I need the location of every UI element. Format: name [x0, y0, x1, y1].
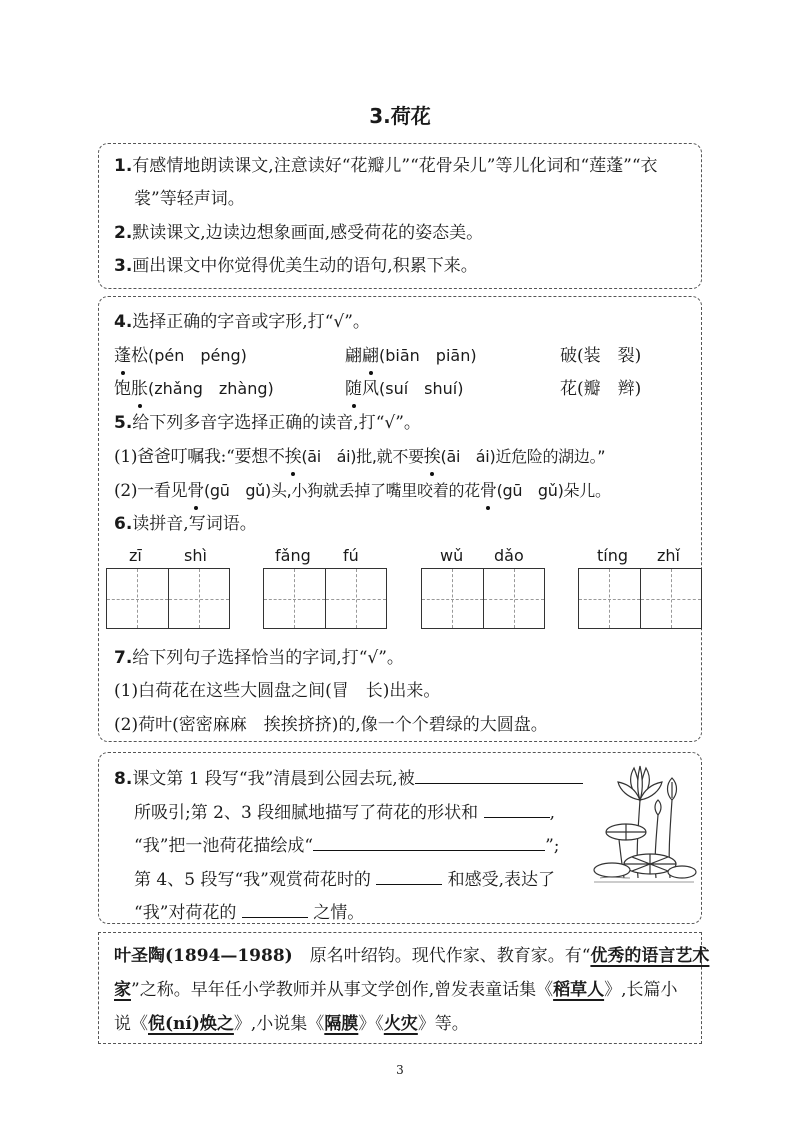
- answer-blank[interactable]: [484, 799, 550, 818]
- answer-blank[interactable]: [242, 899, 308, 918]
- q6-line: [114, 513, 257, 535]
- q5-line: [114, 412, 421, 434]
- q7-number: 7.: [114, 648, 133, 668]
- text: ”;: [545, 836, 560, 856]
- text: 说《: [114, 1014, 148, 1034]
- text: 原名叶绍钧。现代作家、教育家。有“: [292, 946, 591, 966]
- text: 》,长篇小: [604, 980, 678, 1000]
- text: 》等。: [417, 1014, 469, 1034]
- dotted-char: 蓬: [114, 346, 131, 366]
- q8-number: 8.: [114, 769, 133, 789]
- book-title: 火灾: [383, 1014, 418, 1034]
- q1-line2: 裳”等轻声词。: [134, 189, 245, 209]
- q2-line: [114, 222, 483, 244]
- page-number: 3: [396, 1063, 404, 1077]
- text: 第 4、5 段写“我”观赏荷花时的: [134, 870, 371, 890]
- bold-term: 家: [114, 980, 131, 1000]
- text: 所吸引;第 2、3 段细腻地描写了荷花的形状和: [134, 803, 479, 823]
- author-bio-line1: [114, 940, 709, 973]
- q5-sentence-2: [114, 480, 611, 502]
- pinyin-label: tíng: [597, 546, 629, 565]
- q4-item-1: [114, 345, 247, 367]
- options: (biān piān): [379, 346, 477, 365]
- q2-number: 2.: [114, 223, 133, 243]
- q1-line1: [114, 155, 658, 177]
- options: (gū gǔ)朵儿。: [496, 481, 611, 500]
- char: 翩: [345, 346, 362, 366]
- author-bio-line3: [114, 1008, 469, 1041]
- answer-blank[interactable]: [313, 832, 545, 851]
- options: (suí shuí): [379, 379, 464, 398]
- q3-number: 3.: [114, 256, 133, 276]
- writing-grid[interactable]: [263, 568, 387, 629]
- text: 和感受,表达了: [447, 870, 556, 890]
- q3-line: [114, 255, 478, 277]
- q4-item-6: [560, 378, 641, 400]
- options: (瓣 辫): [577, 379, 642, 399]
- bold-term: 优秀的语言艺术: [590, 946, 710, 966]
- q8-line5: [134, 899, 364, 924]
- pinyin-label: dǎo: [494, 546, 524, 565]
- q1-text: 有感情地朗读课文,注意读好“花瓣儿”“花骨朵儿”等儿化词和“莲蓬”“衣: [132, 156, 658, 176]
- dotted-char: 翩: [362, 346, 379, 366]
- author-bio-line2: [114, 974, 678, 1007]
- pinyin-label: shì: [184, 546, 207, 565]
- text: 课文第 1 段写“我”清晨到公园去玩,被: [132, 769, 415, 789]
- q5-number: 5.: [114, 413, 133, 433]
- q1-number: 1.: [114, 156, 133, 176]
- text: 》《: [358, 1014, 384, 1034]
- options: (装 裂): [577, 346, 642, 366]
- text: ”之称。早年任小学教师并从事文学创作,曾发表童话集《: [131, 980, 554, 1000]
- author-name: 叶圣陶(1894—1988): [114, 946, 293, 966]
- options: (āi ái)近危险的湖边。”: [440, 447, 606, 466]
- q8-line3: [134, 832, 560, 857]
- page-title: 3.荷花: [369, 104, 431, 128]
- q6-number: 6.: [114, 514, 133, 534]
- text: 之情。: [313, 903, 365, 923]
- q4-item-2: [345, 345, 477, 367]
- lotus-illustration: [590, 760, 698, 886]
- dotted-char: 挨: [284, 447, 302, 467]
- q7-line: [114, 647, 404, 669]
- answer-blank[interactable]: [415, 765, 583, 784]
- q8-line1: [114, 765, 583, 790]
- pinyin-label: fú: [343, 546, 359, 565]
- options: (pén péng): [148, 346, 247, 365]
- dotted-char: 随: [345, 379, 362, 399]
- q3-text: 画出课文中你觉得优美生动的语句,积累下来。: [132, 256, 478, 276]
- book-title: 倪(ní)焕之: [148, 1014, 234, 1034]
- q4-item-5: [345, 378, 463, 400]
- text: “我”对荷花的: [134, 903, 237, 923]
- q2-text: 默读课文,边读边想象画面,感受荷花的姿态美。: [132, 223, 484, 243]
- pinyin-label: zī: [129, 546, 142, 565]
- q5-text: 给下列多音字选择正确的读音,打“√”。: [132, 413, 421, 433]
- text: “我”把一池荷花描绘成“: [134, 836, 314, 856]
- char: 风: [362, 379, 379, 399]
- q8-line4: [134, 866, 555, 891]
- q7-text: 给下列句子选择恰当的字词,打“√”。: [132, 648, 404, 668]
- text: ,: [549, 803, 555, 823]
- writing-grid[interactable]: [106, 568, 230, 629]
- q6-text: 读拼音,写词语。: [132, 514, 257, 534]
- text: (2)一看见: [114, 481, 188, 501]
- q5-sentence-1: [114, 446, 605, 468]
- pinyin-label: fǎng: [275, 546, 311, 565]
- pinyin-label: wǔ: [440, 546, 464, 565]
- q4-number: 4.: [114, 312, 133, 332]
- dotted-char: 挨: [423, 447, 441, 467]
- text: (1)爸爸叮嘱我:“要想不: [114, 447, 285, 467]
- book-title: 稻草人: [553, 980, 605, 1000]
- book-title: 隔膜: [324, 1014, 359, 1034]
- q4-line: [114, 311, 370, 333]
- dotted-char: 胀: [131, 379, 148, 399]
- dotted-char: 骨: [479, 481, 497, 501]
- q8-line2: [134, 799, 555, 824]
- options: (gū gǔ)头,小狗就丢掉了嘴里咬着的花: [203, 481, 480, 500]
- text: 》,小说集《: [233, 1014, 325, 1034]
- q4-item-3: [560, 345, 641, 367]
- writing-grid[interactable]: [421, 568, 545, 629]
- char: 松: [131, 346, 148, 366]
- char: 饱: [114, 379, 131, 399]
- q4-text: 选择正确的字音或字形,打“√”。: [132, 312, 370, 332]
- char: 破: [560, 346, 577, 366]
- writing-grid[interactable]: [578, 568, 702, 629]
- pinyin-label: zhǐ: [657, 546, 680, 565]
- q7-sentence-1: (1)白荷花在这些大圆盘之间(冒 长)出来。: [114, 681, 441, 701]
- options: (āi ái)批,就不要: [301, 447, 424, 466]
- options: (zhǎng zhàng): [148, 379, 274, 398]
- q7-sentence-2: (2)荷叶(密密麻麻 挨挨挤挤)的,像一个个碧绿的大圆盘。: [114, 715, 548, 735]
- char: 花: [560, 379, 577, 399]
- answer-blank[interactable]: [376, 866, 442, 885]
- q4-item-4: [114, 378, 274, 400]
- dotted-char: 骨: [187, 481, 204, 501]
